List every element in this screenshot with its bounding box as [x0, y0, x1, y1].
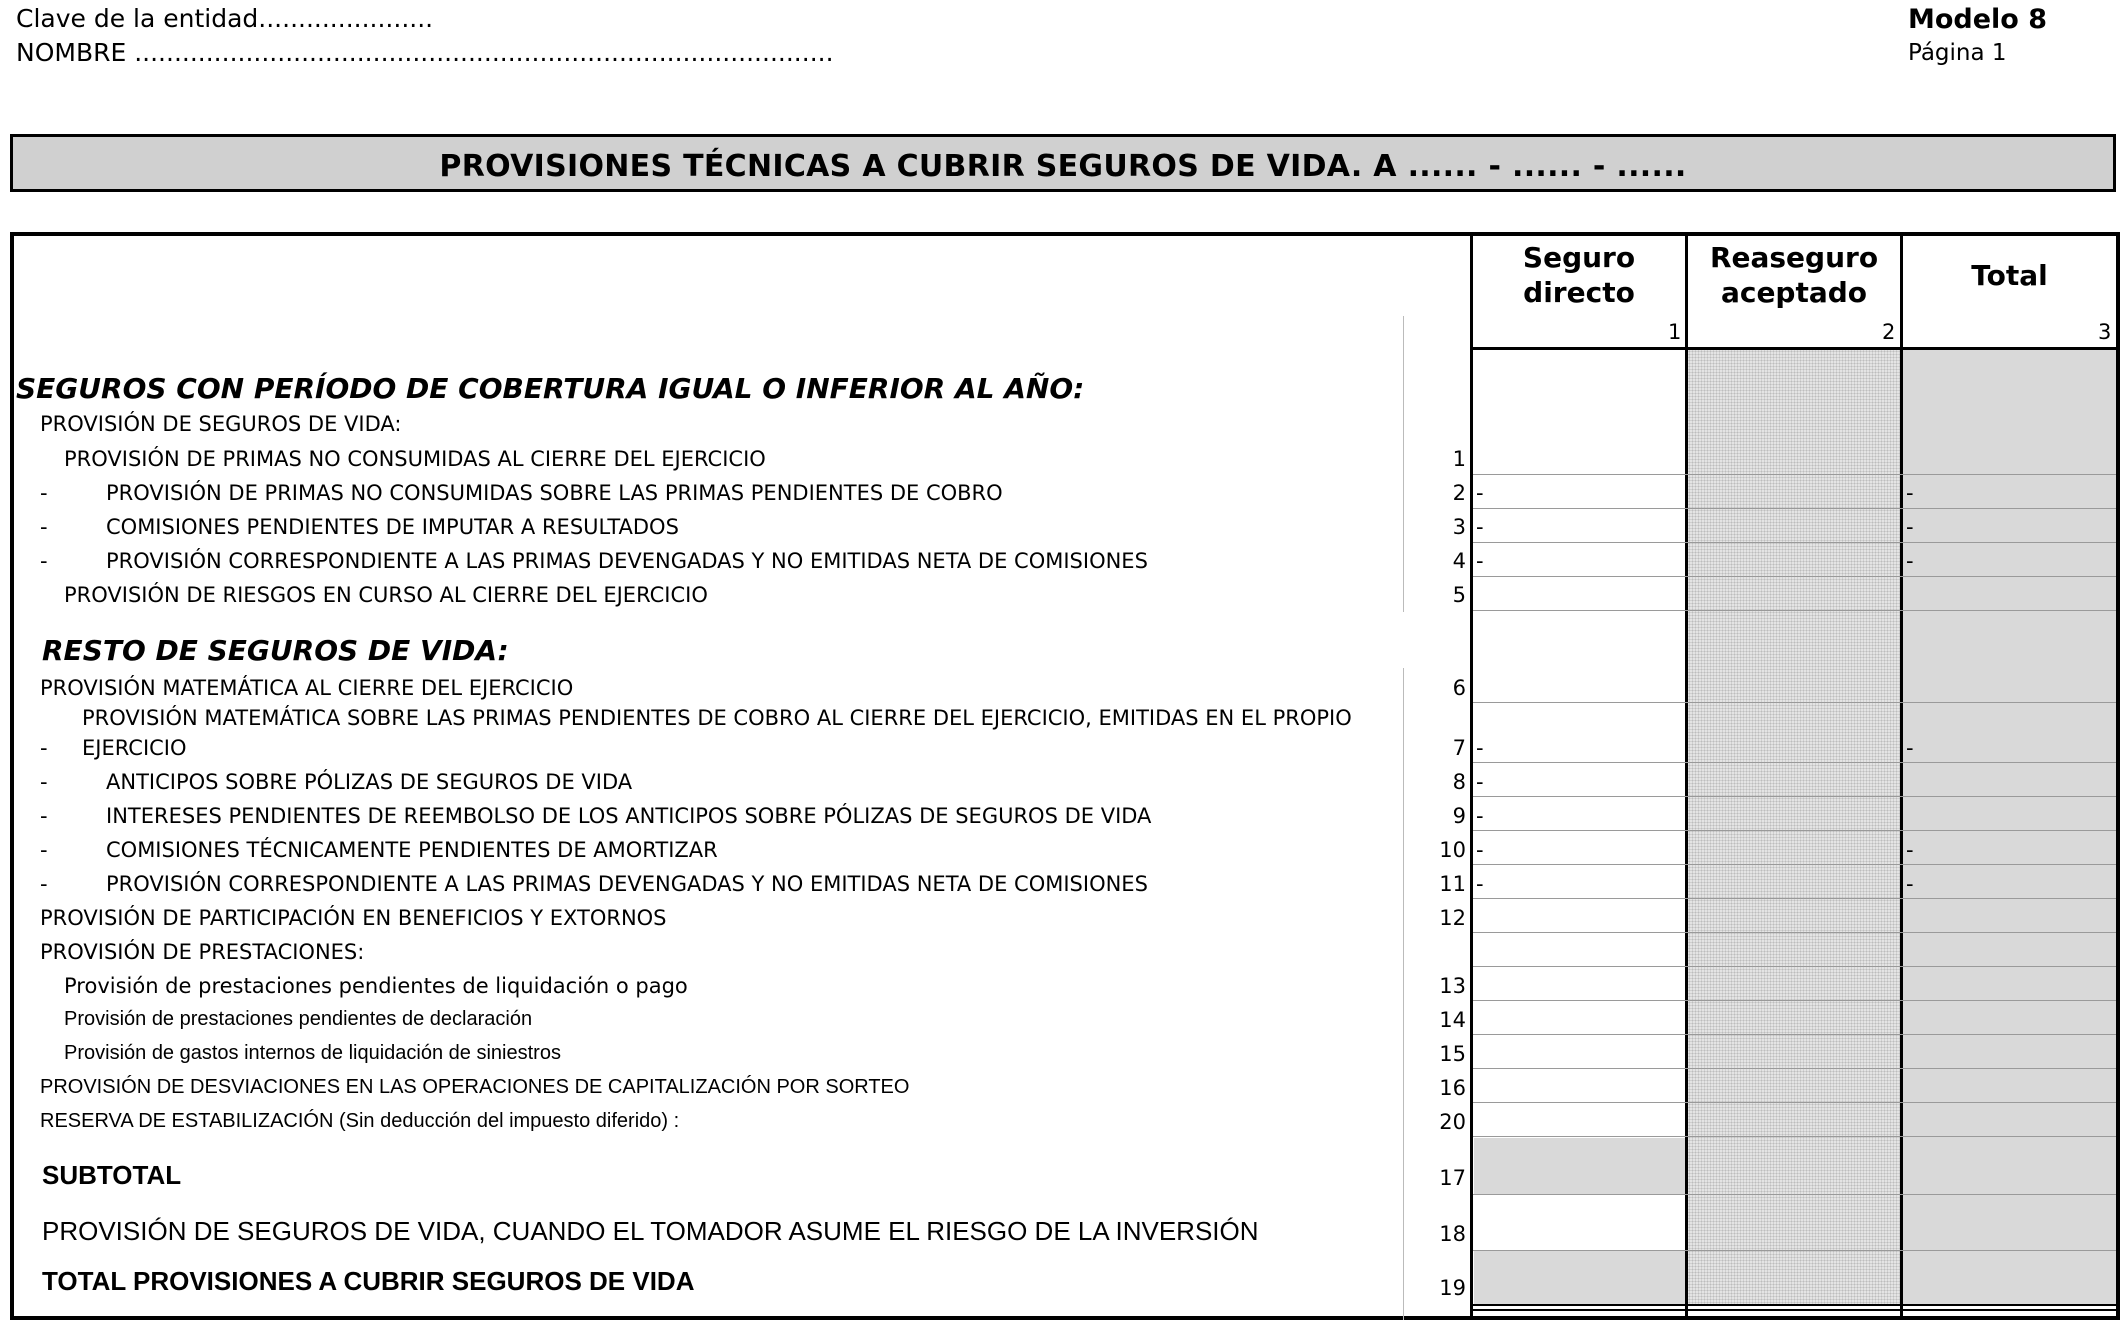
- col1-line1: Seguro: [1522, 241, 1636, 274]
- row-11-number: 11: [1439, 872, 1466, 896]
- row-11-col1-mark: -: [1476, 872, 1484, 896]
- row-4-col3-mark: -: [1906, 549, 1914, 573]
- row-9-number: 9: [1452, 804, 1466, 828]
- row-7-label-line1: PROVISIÓN MATEMÁTICA SOBRE LAS PRIMAS PENDIENTES DE COBRO AL CIERRE DEL EJERCICIO, EMITIDAS EN EL PROPIO: [82, 706, 1352, 730]
- reaseguro-column-fill: [1688, 350, 1900, 1304]
- row-7-label-line2: EJERCICIO: [82, 736, 187, 760]
- row-13-label: Provisión de prestaciones pendientes de liquidación o pago: [64, 974, 688, 998]
- row-7-col3-mark: -: [1906, 736, 1914, 760]
- row-12-number: 12: [1439, 906, 1466, 930]
- pagina-label: Página 1: [1908, 40, 2007, 66]
- row-2-number: 2: [1452, 481, 1466, 505]
- row-separator: [1473, 610, 2116, 611]
- row-5-label: PROVISIÓN DE RIESGOS EN CURSO AL CIERRE DEL EJERCICIO: [64, 583, 708, 607]
- section-title-resto: RESTO DE SEGUROS DE VIDA:: [42, 634, 509, 667]
- col-divider-2: [1685, 236, 1688, 1320]
- row-11-label: PROVISIÓN CORRESPONDIENTE A LAS PRIMAS DEVENGADAS Y NO EMITIDAS NETA DE COMISIONES: [106, 872, 1148, 896]
- row-8-dash: -: [40, 770, 48, 794]
- row-5-number: 5: [1452, 583, 1466, 607]
- row-8-number: 8: [1452, 770, 1466, 794]
- col1-number: 1: [1668, 320, 1682, 344]
- row-16-label: PROVISIÓN DE DESVIACIONES EN LAS OPERACIONES DE CAPITALIZACIÓN POR SORTEO: [40, 1076, 910, 1098]
- row-17-subtotal-label: SUBTOTAL: [42, 1160, 182, 1190]
- row-3-number: 3: [1452, 515, 1466, 539]
- modelo-label: Modelo 8: [1908, 4, 2048, 35]
- row-19-number: 19: [1439, 1276, 1466, 1300]
- row-separator: [1473, 1102, 2116, 1103]
- row-7-dash: -: [40, 736, 48, 760]
- label-divider-top: [1403, 316, 1404, 612]
- row-2-col1-mark: -: [1476, 481, 1484, 505]
- row-13-number: 13: [1439, 974, 1466, 998]
- row-10-label: COMISIONES TÉCNICAMENTE PENDIENTES DE AMORTIZAR: [106, 838, 718, 862]
- col-divider-1: [1470, 236, 1473, 1320]
- row-separator: [1473, 864, 2116, 865]
- row-separator: [1473, 542, 2116, 543]
- row-separator: [1473, 1000, 2116, 1001]
- page-title: PROVISIONES TÉCNICAS A CUBRIR SEGUROS DE VIDA. A ...... - ...... - ......: [439, 149, 1687, 184]
- row-9-col1-mark: -: [1476, 804, 1484, 828]
- footer-rule-1: [1470, 1304, 2116, 1306]
- row-separator: [1473, 702, 2116, 703]
- col3-line1: Total: [1971, 259, 2048, 292]
- row-separator: [1473, 796, 2116, 797]
- row-7-col1-mark: -: [1476, 736, 1484, 760]
- row-4-dash: -: [40, 549, 48, 573]
- row-14-label: Provisión de prestaciones pendientes de declaración: [64, 1008, 533, 1030]
- row-6-number: 6: [1452, 676, 1466, 700]
- row-separator: [1473, 932, 2116, 933]
- row-separator: [1473, 762, 2116, 763]
- row-10-dash: -: [40, 838, 48, 862]
- row-3-col3-mark: -: [1906, 515, 1914, 539]
- col2-number: 2: [1882, 320, 1896, 344]
- row-4-number: 4: [1452, 549, 1466, 573]
- total-column-fill: [1903, 350, 2116, 1304]
- row-4-col1-mark: -: [1476, 549, 1484, 573]
- row-separator: [1473, 508, 2116, 509]
- row-provision-prestaciones: PROVISIÓN DE PRESTACIONES:: [40, 940, 365, 964]
- col-header-reaseguro-aceptado: [1688, 240, 1900, 310]
- row-16-number: 16: [1439, 1076, 1466, 1100]
- col-divider-3: [1900, 236, 1903, 1320]
- row-separator: [1473, 830, 2116, 831]
- row-2-col3-mark: -: [1906, 481, 1914, 505]
- row-separator: [1473, 898, 2116, 899]
- row-15-label: Provisión de gastos internos de liquidación de siniestros: [64, 1042, 561, 1064]
- row-11-col3-mark: -: [1906, 872, 1914, 896]
- row-separator: [1473, 1034, 2116, 1035]
- col1-line2: directo: [1523, 276, 1635, 309]
- title-banner: [10, 134, 2116, 192]
- row-14-number: 14: [1439, 1008, 1466, 1032]
- subtotal-seguro-cell: [1474, 1138, 1685, 1194]
- row-separator: [1473, 474, 2116, 475]
- row-2-dash: -: [40, 481, 48, 505]
- row-3-col1-mark: -: [1476, 515, 1484, 539]
- col-header-seguro-directo: [1473, 240, 1685, 310]
- row-separator: [1473, 1250, 2116, 1251]
- row-2-label: PROVISIÓN DE PRIMAS NO CONSUMIDAS SOBRE LAS PRIMAS PENDIENTES DE COBRO: [106, 481, 1003, 505]
- row-separator: [1473, 576, 2116, 577]
- row-17-number: 17: [1439, 1166, 1466, 1190]
- row-9-dash: -: [40, 804, 48, 828]
- clave-entidad: Clave de la entidad......................: [16, 4, 434, 33]
- label-divider-bottom: [1403, 668, 1404, 1320]
- row-separator: [1473, 966, 2116, 967]
- row-7-number: 7: [1452, 736, 1466, 760]
- row-separator: [1473, 1194, 2116, 1195]
- row-19-total-label: TOTAL PROVISIONES A CUBRIR SEGUROS DE VIDA: [42, 1266, 695, 1296]
- col-header-total: [1903, 258, 2116, 293]
- row-1-number: 1: [1452, 447, 1466, 471]
- row-10-col1-mark: -: [1476, 838, 1484, 862]
- row-20-number: 20: [1439, 1110, 1466, 1134]
- row-11-dash: -: [40, 872, 48, 896]
- row-20-label: RESERVA DE ESTABILIZACIÓN (Sin deducción del impuesto diferido) :: [40, 1110, 680, 1132]
- row-9-label: INTERESES PENDIENTES DE REEMBOLSO DE LOS ANTICIPOS SOBRE PÓLIZAS DE SEGUROS DE VIDA: [106, 804, 1152, 828]
- row-6-label: PROVISIÓN MATEMÁTICA AL CIERRE DEL EJERCICIO: [40, 676, 574, 700]
- row-18-label: PROVISIÓN DE SEGUROS DE VIDA, CUANDO EL TOMADOR ASUME EL RIESGO DE LA INVERSIÓN: [42, 1216, 1259, 1246]
- footer-rule-2: [1470, 1309, 2116, 1311]
- col3-number: 3: [2098, 320, 2112, 344]
- header-bottom-rule: [1470, 347, 2116, 350]
- row-3-dash: -: [40, 515, 48, 539]
- col2-line2: aceptado: [1720, 276, 1868, 309]
- col2-line1: Reaseguro: [1709, 241, 1879, 274]
- row-3-label: COMISIONES PENDIENTES DE IMPUTAR A RESULTADOS: [106, 515, 679, 539]
- row-provision-seguros-vida: PROVISIÓN DE SEGUROS DE VIDA:: [40, 412, 402, 436]
- row-separator: [1473, 1068, 2116, 1069]
- total-seguro-cell: [1474, 1250, 1685, 1304]
- row-15-number: 15: [1439, 1042, 1466, 1066]
- row-18-number: 18: [1439, 1222, 1466, 1246]
- row-8-col1-mark: -: [1476, 770, 1484, 794]
- row-12-label: PROVISIÓN DE PARTICIPACIÓN EN BENEFICIOS Y EXTORNOS: [40, 906, 667, 930]
- section-title-cobertura: SEGUROS CON PERÍODO DE COBERTURA IGUAL O INFERIOR AL AÑO:: [16, 372, 1085, 405]
- nombre-entidad: NOMBRE ........................................................................................: [16, 38, 834, 67]
- row-10-number: 10: [1439, 838, 1466, 862]
- row-4-label: PROVISIÓN CORRESPONDIENTE A LAS PRIMAS DEVENGADAS Y NO EMITIDAS NETA DE COMISIONES: [106, 549, 1148, 573]
- row-10-col3-mark: -: [1906, 838, 1914, 862]
- row-1-label: PROVISIÓN DE PRIMAS NO CONSUMIDAS AL CIERRE DEL EJERCICIO: [64, 447, 766, 471]
- row-8-label: ANTICIPOS SOBRE PÓLIZAS DE SEGUROS DE VIDA: [106, 770, 633, 794]
- row-separator: [1473, 1136, 2116, 1137]
